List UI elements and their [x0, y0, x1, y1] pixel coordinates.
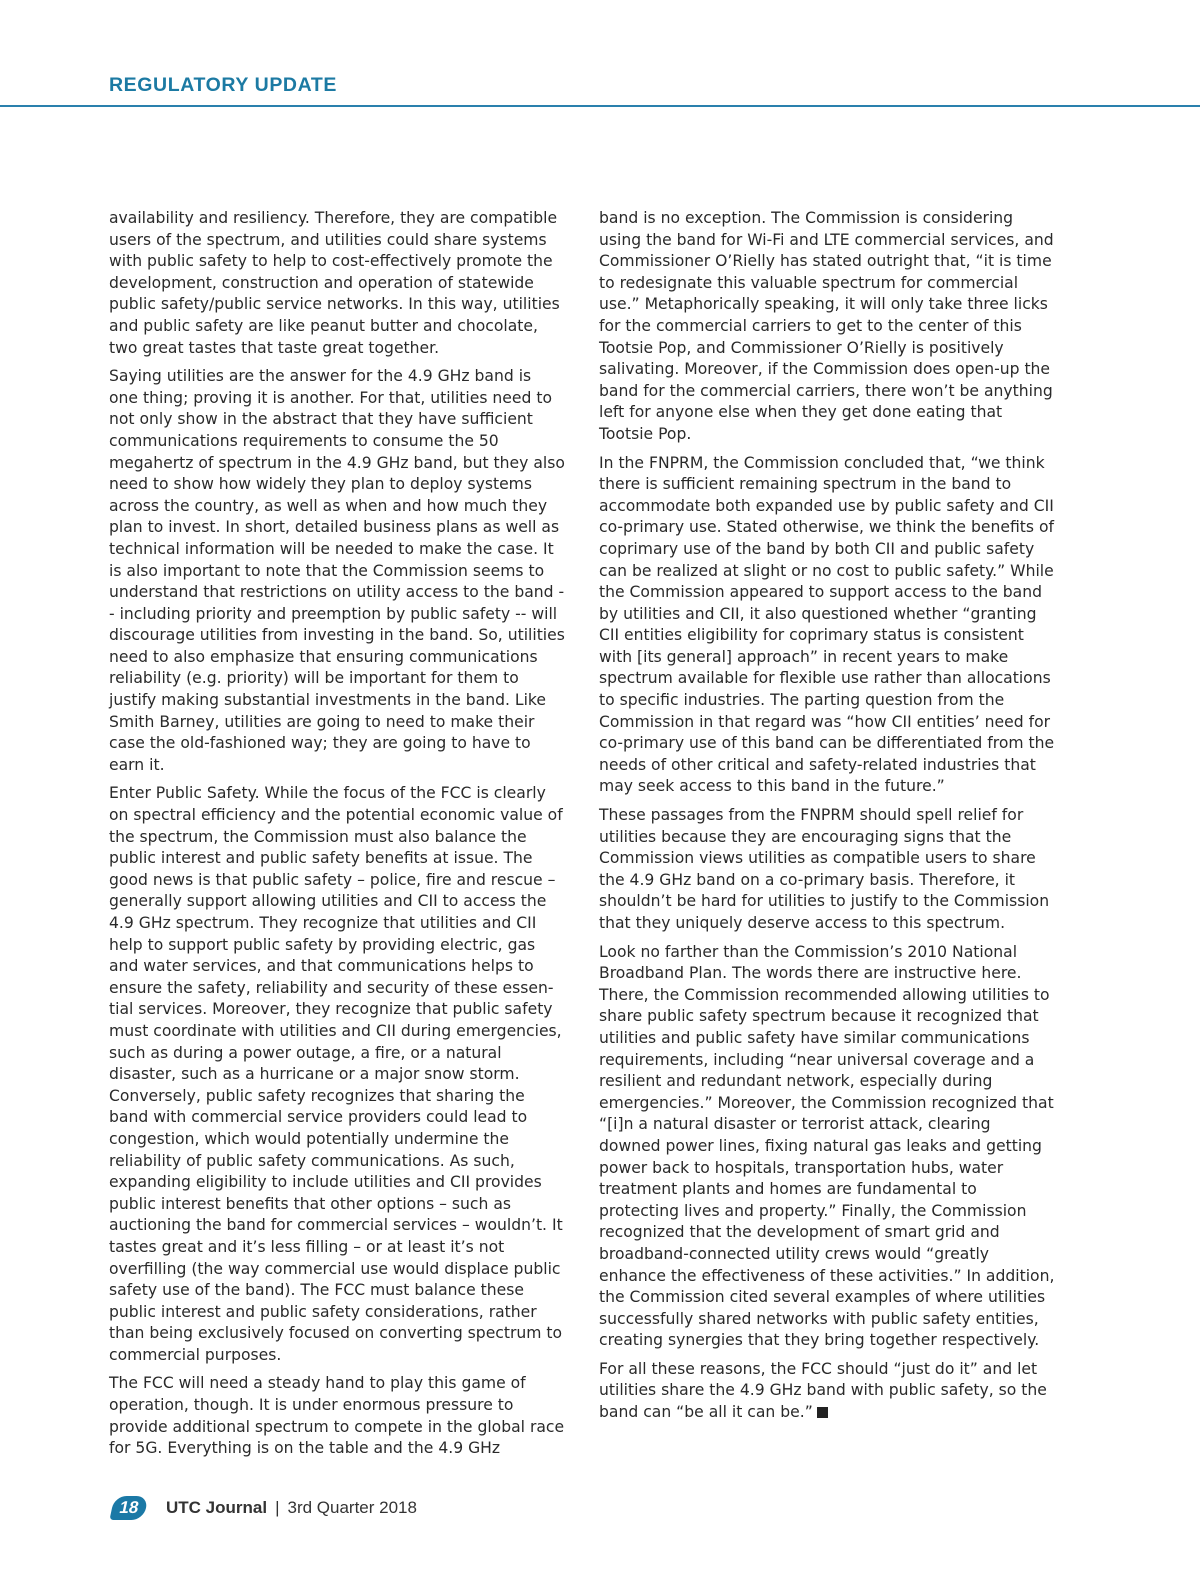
header-divider: [0, 105, 1200, 107]
end-of-article-icon: [817, 1407, 828, 1418]
body-paragraph: Look no farther than the Commission’s 2010 National Broadband Plan. The words there are instructive here. There, the Commission recommended allowing utilities to share public safety spectrum because it recognized that utilities and public safety have similar communications requirements, including “near universal coverage and a resilient and redundant network, especially during emergencies.” Moreover, the Commission recognized that “[i]n a natural disaster or terrorist attack, clearing downed power lines, fixing natural gas leaks and getting power back to hospitals, transportation hubs, water treatment plants and homes are fundamental to protecting lives and property.” Finally, the Commission recognized that the development of smart grid and broadband-connected utility crews would “greatly enhance the effectiveness of these activities.” In addition, the Commission cited several examples of where utilities successfully shared networks with public safety entities, creating synergies that they bring together respectively.: [599, 942, 1055, 1350]
body-paragraph: These passages from the FNPRM should spell relief for utilities because they are encouraging signs that the Commission views utilities as compatible users to share the 4.9 GHz band on a co-primary basis. Therefore, it shouldn’t be hard for utilities to justify to the Commission that they uniquely deserve access to this spectrum.: [599, 806, 1050, 932]
body-paragraph: Enter Public Safety. While the focus of the FCC is clearly on spectral efficiency and the potential economic value of the spectrum, the Commission must also balance the public interest and public safety benefits at issue. The good news is that public safety – police, fire and rescue – generally support allowing utilities and CII to access the 4.9 GHz spectrum. They recognize that utilities and CII help to support public safety by providing electric, gas and water services, and that communications helps to ensure the safety, reliability and security of these essential services. Moreover, they recognize that public safety must coordinate with utilities and CII during emergencies, such as during a power outage, a fire, or a natural disaster, such as a hurricane or a major snow storm. Conversely, public safety recognizes that sharing the band with commercial service providers could lead to congestion, which would potentially undermine the reliability of public safety communications. As such, expanding eligibility to include utilities and CII provides public interest benefits that other options – such as auctioning the band for commercial services – wouldn’t. It tastes great and it’s less filling – or at least it’s not overfilling (the way commercial use would displace public safety use of the band). The FCC must balance these public interest and public safety considerations, rather than being exclusively focused on converting spectrum to commercial purposes.: [109, 784, 563, 1364]
body-paragraph: availability and resiliency. Therefore, they are compatible users of the spectrum, and utilities could share systems with public safety to help to cost-effectively promote the development, construction and operation of statewide public safety/public service networks. In this way, utilities and public safety are like peanut butter and chocolate, two great tastes that taste great together.: [109, 209, 560, 357]
page-footer: [112, 1493, 417, 1523]
page-number-badge: [109, 1496, 148, 1520]
closing-paragraph: [599, 1359, 1055, 1424]
right-column: [599, 208, 1055, 1431]
body-paragraph: In the FNPRM, the Commission concluded that, “we think there is sufficient remaining spectrum in the band to accommodate both expanded use by public safety and CII co-primary use. Stated otherwise, we think the benefits of coprimary use of the band by both CII and public safety can be realized at slight or no cost to public safety.” While the Commission appeared to support access to the band by utilities and CII, it also questioned whether “granting CII entities eligibility for coprimary status is consistent with [its general] approach” in recent years to make spectrum available for flexible use rather than allocations to specific industries. The parting question from the Commission in that regard was “how CII entities’ need for co-primary use of this band can be differentiated from the needs of other critical and safety-related industries that may seek access to this band in the future.”: [599, 453, 1055, 796]
section-label: REGULATORY UPDATE: [109, 74, 337, 96]
left-column: [109, 208, 565, 1467]
footer-separator: |: [275, 1498, 280, 1517]
journal-name: UTC Journal: [166, 1498, 268, 1517]
body-paragraph: The FCC will need a steady hand to play this game of operation, though. It is under enormous pressure to provide additional spectrum to compete in the global race for 5G. Everything is on the table and the 4.9 GHz: [109, 1374, 565, 1458]
body-paragraph: band is no exception. The Commission is considering using the band for Wi-Fi and LTE commercial services, and Commissioner O’Rielly has stated outright that, “it is time to redesignate this valuable spectrum for commercial use.” Metaphorically speaking, it will only take three licks for the commercial carriers to get to the center of this Tootsie Pop, and Commissioner O’Rielly is positively salivating. Moreover, if the Commission does open-up the band for the commercial carriers, there won’t be anything left for anyone else when they get done eating that Tootsie Pop.: [599, 209, 1054, 443]
body-paragraph: Saying utilities are the answer for the 4.9 GHz band is one thing; proving it is another. For that, utilities need to not only show in the abstract that they have sufficient communications requirements to consume the 50 megahertz of spectrum in the 4.9 GHz band, but they also need to show how widely they plan to deploy systems across the country, as well as when and how much they plan to invest. In short, detailed business plans as well as technical information will be needed to make the case. It is also important to note that the Commission seems to understand that restrictions on utility access to the band -- including priority and preemption by public safety -- will discourage utilities from investing in the band. So, utilities need to also emphasize that ensuring communications reliability (e.g. priority) will be important for them to justify making substantial investments in the band. Like Smith Barney, utilities are going to need to make their case the old-fashioned way; they are going to have to earn it.: [109, 367, 565, 774]
issue-label: 3rd Quarter 2018: [287, 1498, 417, 1517]
closing-paragraph-text: For all these reasons, the FCC should “just do it” and let utilities share the 4.9 GHz band with public safety, so the band can “be all it can be.”: [599, 1359, 1047, 1422]
page-number: 18: [117, 1498, 141, 1517]
